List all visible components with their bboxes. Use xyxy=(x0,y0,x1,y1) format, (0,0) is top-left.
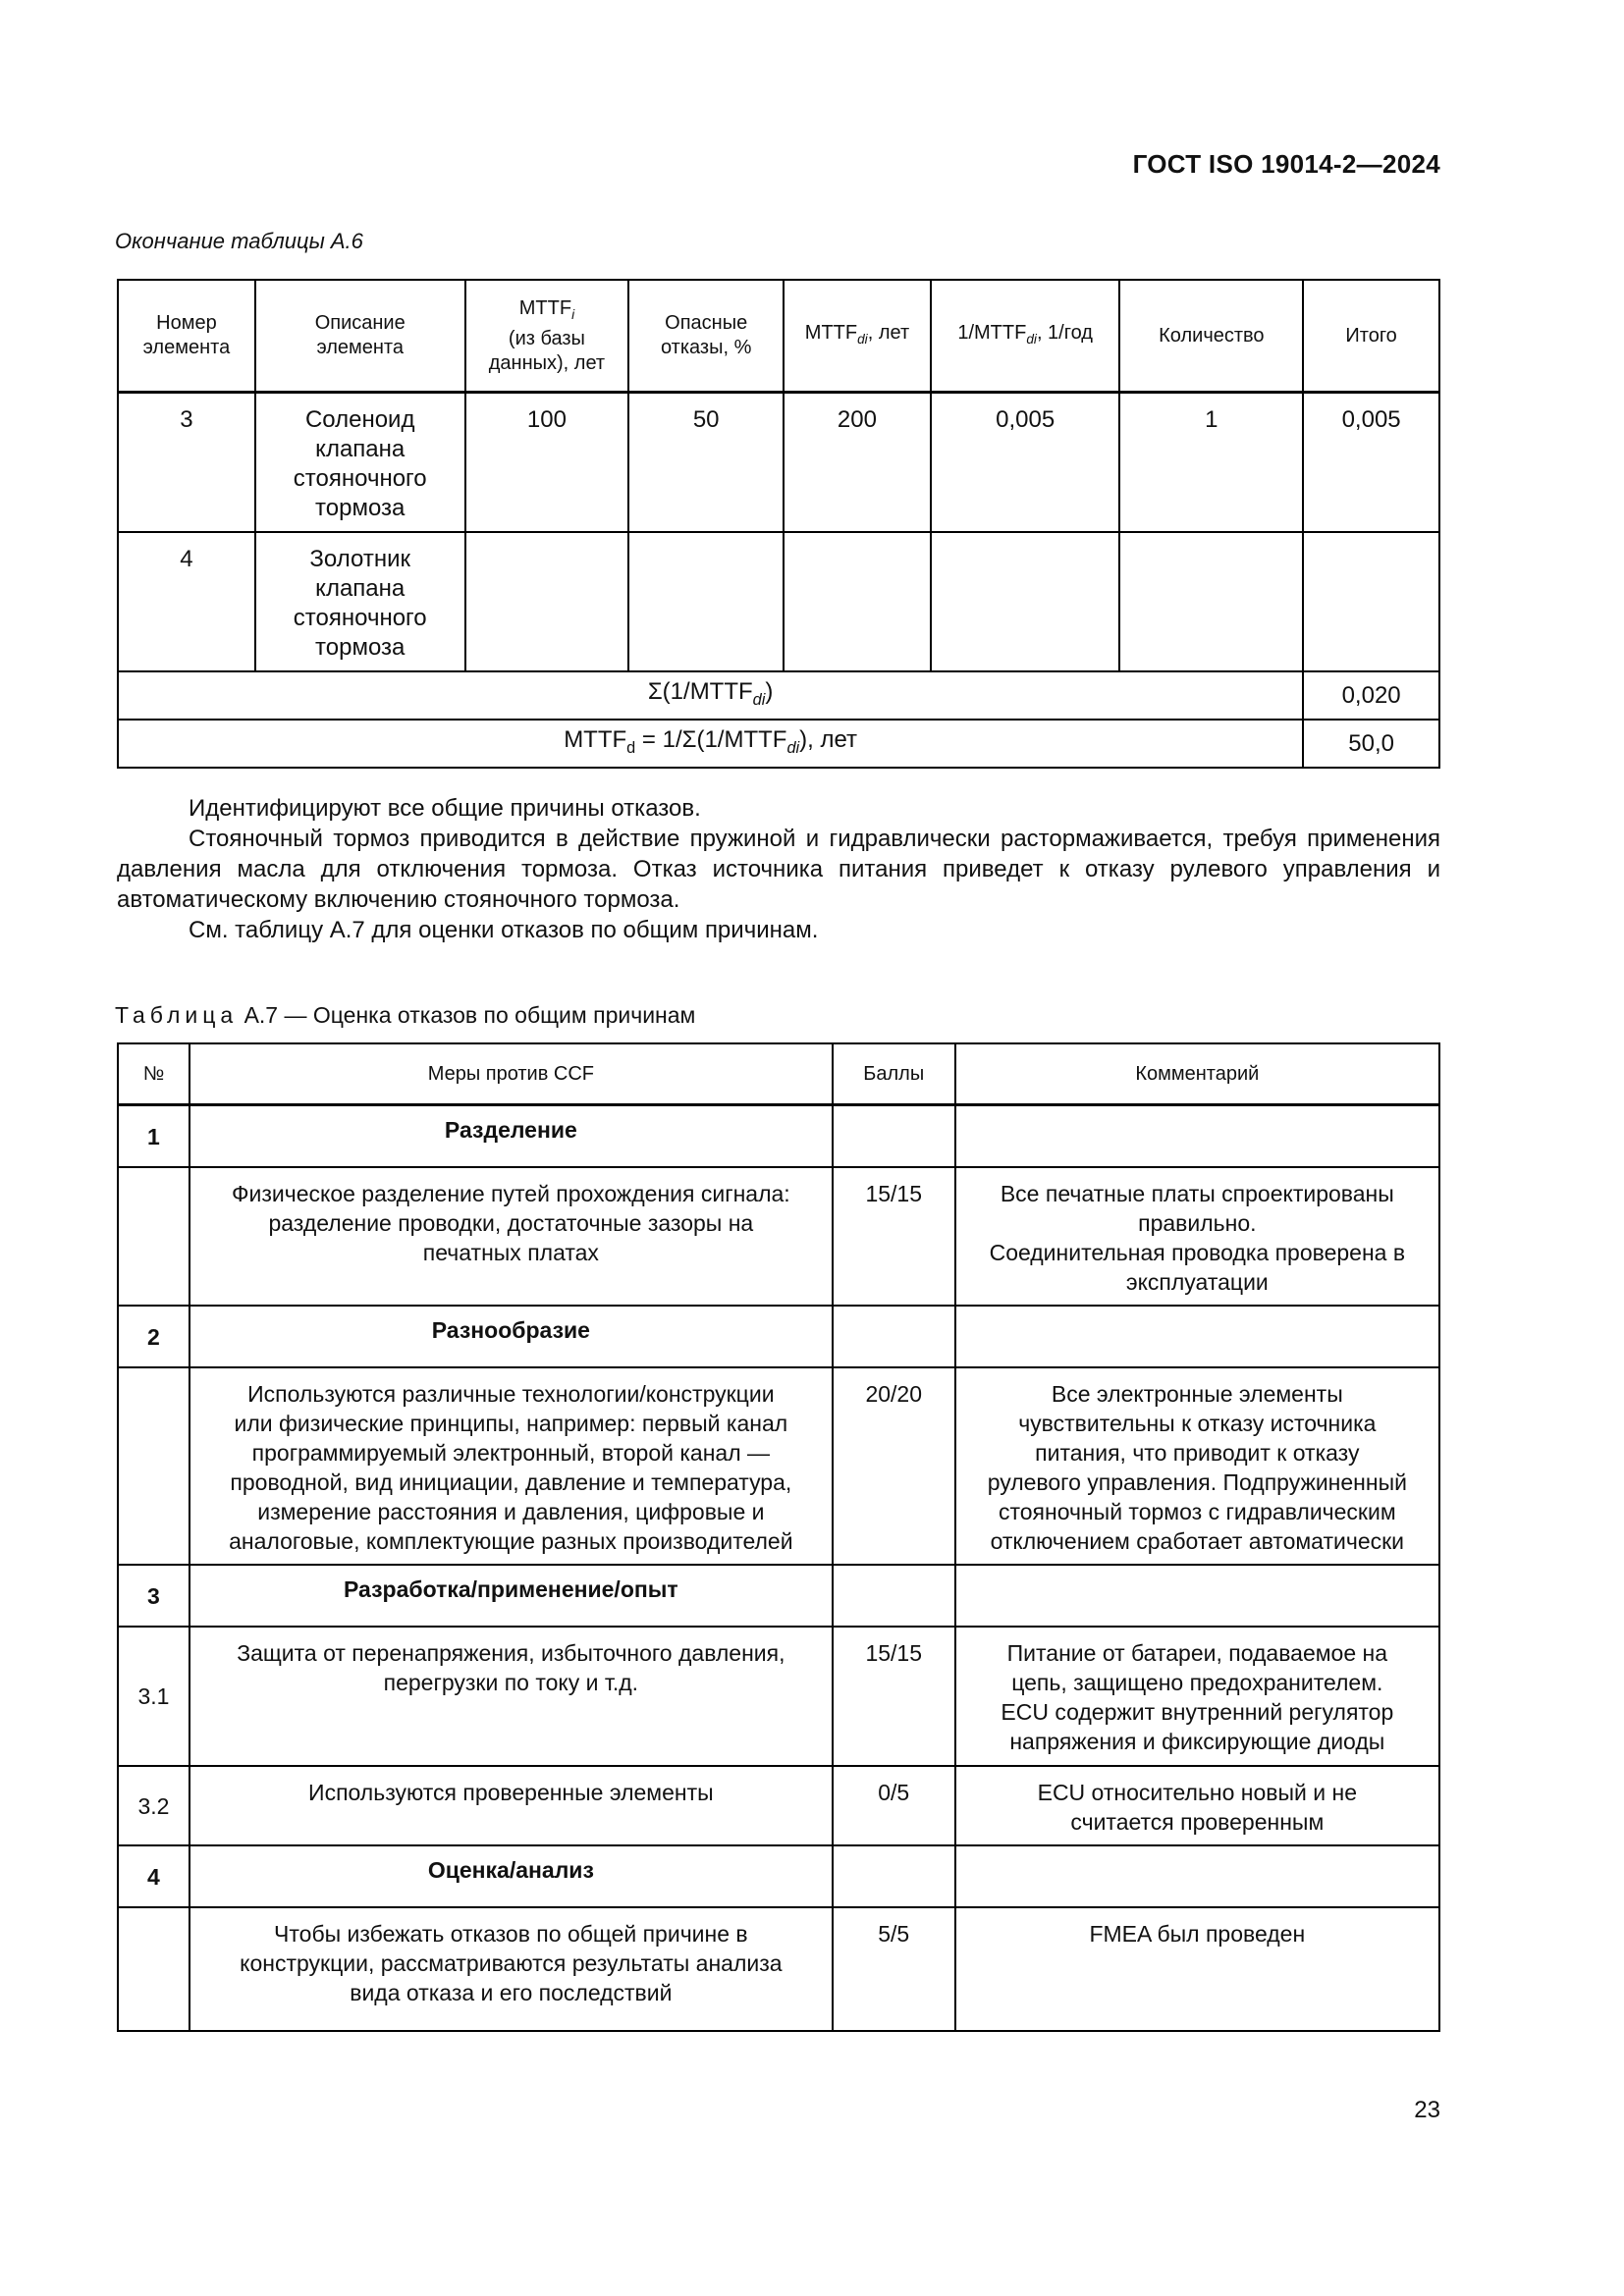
section-comment xyxy=(955,1306,1439,1367)
mttfd-label: $MTTF_d$ = $1/\Sigma(1/MTTF_{di})$, лет xyxy=(118,720,1303,768)
item-comment: Питание от батареи, подаваемое на цепь, защищено предохранителем. ECU содержит внутренний регулятор напряжения и фиксирующие диоды xyxy=(955,1627,1439,1766)
table-row xyxy=(118,1367,1439,1565)
col-header-mttf-di: $MTTF_{di}$, лет xyxy=(784,280,931,393)
cell-dangerous: 50 xyxy=(628,393,784,533)
table-a6 xyxy=(117,279,1440,769)
mttfd-row xyxy=(118,720,1439,768)
col-header-mttf-i: $MTTF_i$ (из базы данных), лет xyxy=(465,280,629,393)
table-row xyxy=(118,1627,1439,1766)
section-number: 1 xyxy=(118,1105,189,1168)
col-header-dangerous: Опасные отказы, % xyxy=(628,280,784,393)
section-title: Разделение xyxy=(189,1105,833,1168)
item-measure: Физическое разделение путей прохождения сигнала: разделение проводки, достаточные зазоры на печатных платах xyxy=(189,1167,833,1306)
cell-total: 0,005 xyxy=(1303,393,1439,533)
table-row xyxy=(118,1907,1439,2031)
sum-value: 0,020 xyxy=(1303,671,1439,720)
cell-mttf-i: 100 xyxy=(465,393,629,533)
item-number: 3.1 xyxy=(118,1627,189,1766)
section-comment xyxy=(955,1845,1439,1907)
sum-row xyxy=(118,671,1439,720)
item-score: 20/20 xyxy=(833,1367,955,1565)
section-row xyxy=(118,1565,1439,1627)
section-score xyxy=(833,1565,955,1627)
col-header-inverse-mttf: $1/MTTF_{di}$, 1/год xyxy=(931,280,1120,393)
col-header-total: Итого xyxy=(1303,280,1439,393)
cell-number: 3 xyxy=(118,393,255,533)
table-a7-header-row xyxy=(118,1043,1439,1105)
cell-mttf-i xyxy=(465,532,629,671)
cell-number: 4 xyxy=(118,532,255,671)
item-score: 0/5 xyxy=(833,1766,955,1845)
item-comment: Все электронные элементы чувствительны к отказу источника питания, что приводит к отказу рулевого управления. Подпружиненный стояночный тормоз с гидравлическим отключением сработает автоматически xyxy=(955,1367,1439,1565)
table-a7 xyxy=(117,1042,1440,2032)
cell-quantity: 1 xyxy=(1119,393,1303,533)
cell-mttf-di xyxy=(784,532,931,671)
table-a7-caption xyxy=(115,1002,695,1029)
table-a6-continuation-caption: Окончание таблицы А.6 xyxy=(115,229,363,253)
standard-designation: ГОСТ ISO 19014-2—2024 xyxy=(1132,149,1440,179)
section-score xyxy=(833,1845,955,1907)
section-title: Оценка/анализ xyxy=(189,1845,833,1907)
paragraph-1: Идентифицируют все общие причины отказов. xyxy=(189,795,701,822)
paragraph-3: См. таблицу А.7 для оценки отказов по общим причинам. xyxy=(189,917,819,943)
cell-description: Золотник клапана стояночного тормоза xyxy=(255,532,465,671)
col-header-comment: Комментарий xyxy=(955,1043,1439,1105)
item-comment: FMEA был проведен xyxy=(955,1907,1439,2031)
item-number xyxy=(118,1907,189,2031)
table-a7-caption-title: А.7 — Оценка отказов по общим причинам xyxy=(244,1002,696,1028)
item-measure: Используются проверенные элементы xyxy=(189,1766,833,1845)
cell-mttf-di: 200 xyxy=(784,393,931,533)
section-row xyxy=(118,1306,1439,1367)
table-row xyxy=(118,1167,1439,1306)
cell-inverse-mttf xyxy=(931,532,1120,671)
paragraph-2: Стояночный тормоз приводится в действие пружиной и гидравлически растормаживается, требуя применения давления масла для отключения тормоза. Отказ источника питания приведет к отказу рулевого управления и автоматическому включению стояночного тормоза. xyxy=(117,826,1440,913)
item-measure: Используются различные технологии/конструкции или физические принципы, например: первый канал программируемый электронный, второй канал — проводной, вид инициации, давление и температура, измерение расстояния и давления, цифровые и аналоговые, комплектующие разных производителей xyxy=(189,1367,833,1565)
section-row xyxy=(118,1105,1439,1168)
page-number: 23 xyxy=(1414,2097,1440,2123)
sum-label: $\Sigma(1/MTTF_{di})$ xyxy=(118,671,1303,720)
section-number: 3 xyxy=(118,1565,189,1627)
item-measure: Защита от перенапряжения, избыточного давления, перегрузки по току и т.д. xyxy=(189,1627,833,1766)
table-a7-caption-word: Таблица xyxy=(115,1002,239,1028)
item-number xyxy=(118,1167,189,1306)
item-number xyxy=(118,1367,189,1565)
item-score: 15/15 xyxy=(833,1627,955,1766)
section-comment xyxy=(955,1105,1439,1168)
cell-dangerous xyxy=(628,532,784,671)
section-row xyxy=(118,1845,1439,1907)
col-header-quantity: Количество xyxy=(1119,280,1303,393)
item-measure: Чтобы избежать отказов по общей причине в конструкции, рассматриваются результаты анализа вида отказа и его последствий xyxy=(189,1907,833,2031)
item-number: 3.2 xyxy=(118,1766,189,1845)
col-header-number: Номер элемента xyxy=(118,280,255,393)
cell-description: Соленоид клапана стояночного тормоза xyxy=(255,393,465,533)
table-row xyxy=(118,532,1439,671)
section-title: Разработка/применение/опыт xyxy=(189,1565,833,1627)
item-score: 15/15 xyxy=(833,1167,955,1306)
col-header-description: Описание элемента xyxy=(255,280,465,393)
cell-inverse-mttf: 0,005 xyxy=(931,393,1120,533)
section-score xyxy=(833,1306,955,1367)
table-row xyxy=(118,393,1439,533)
section-comment xyxy=(955,1565,1439,1627)
item-score: 5/5 xyxy=(833,1907,955,2031)
cell-quantity xyxy=(1119,532,1303,671)
table-row xyxy=(118,1766,1439,1845)
cell-total xyxy=(1303,532,1439,671)
col-header-no: № xyxy=(118,1043,189,1105)
section-score xyxy=(833,1105,955,1168)
item-comment: ECU относительно новый и не считается проверенным xyxy=(955,1766,1439,1845)
mttfd-value: 50,0 xyxy=(1303,720,1439,768)
col-header-measures: Меры против CCF xyxy=(189,1043,833,1105)
section-title: Разнообразие xyxy=(189,1306,833,1367)
section-number: 4 xyxy=(118,1845,189,1907)
item-comment: Все печатные платы спроектированы правильно. Соединительная проводка проверена в эксплуатации xyxy=(955,1167,1439,1306)
table-a6-header-row xyxy=(118,280,1439,393)
section-number: 2 xyxy=(118,1306,189,1367)
col-header-score: Баллы xyxy=(833,1043,955,1105)
